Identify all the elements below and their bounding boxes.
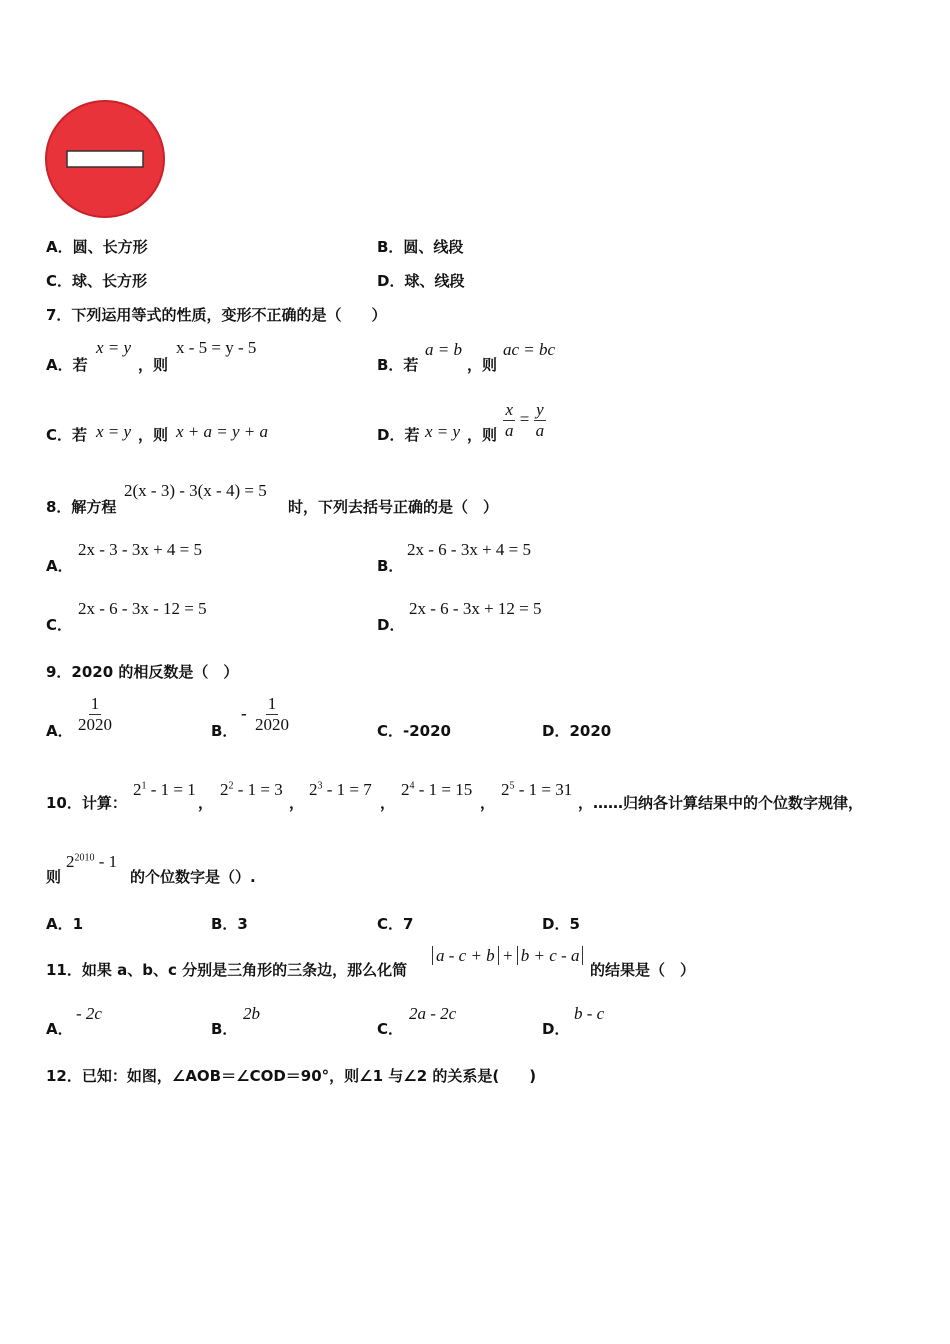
q11-stem — [46, 946, 746, 980]
q7-b-label: B．若 — [377, 356, 419, 374]
q10-comma-3: ， — [380, 794, 396, 812]
q11-abs-expr — [432, 946, 583, 966]
q7-option-d — [377, 400, 577, 446]
q10-line2-pre: 则 — [46, 868, 62, 886]
q7-b-sep: ，则 — [467, 356, 498, 374]
q7-c-sep: ，则 — [138, 426, 169, 444]
q10-line2-rest: - 1 — [94, 852, 118, 871]
q7-d-math1: x = y — [425, 422, 461, 441]
q10-e2-exp: 2 — [228, 780, 234, 792]
q9-b-num: 1 — [267, 694, 277, 713]
q10-line2-expr — [66, 852, 117, 872]
q7-d-eq: = — [519, 409, 530, 429]
q10-e3-base: 2 — [309, 780, 318, 799]
q10-e4-rest: - 1 = 15 — [414, 780, 473, 799]
q7-d-f1-den: a — [505, 421, 514, 440]
q10-expr-4 — [401, 780, 472, 800]
q10-stem-post: ，……归纳各计算结果中的个位数字规律， — [578, 794, 864, 812]
q10-option-a: A．1 — [46, 915, 84, 933]
q10-line2-post: 的个位数字是（）. — [130, 868, 256, 886]
q7-c-label: C．若 — [46, 426, 88, 444]
q9-b-sign: - — [241, 704, 247, 723]
q10-stem-pre: 10．计算： — [46, 794, 127, 812]
q10-expr-5 — [501, 780, 572, 800]
q11-b-label: B． — [211, 1020, 238, 1038]
q7-d-sep: ，则 — [467, 426, 498, 444]
q9-a-den: 2020 — [78, 715, 112, 734]
q7-a-label: A．若 — [46, 356, 88, 374]
q7-d-fractions — [503, 400, 546, 441]
q8-a-math: 2x - 3 - 3x + 4 = 5 — [78, 540, 202, 559]
q10-e3-rest: - 1 = 7 — [322, 780, 372, 799]
q11-stem-pre: 11．如果 a、b、c 分别是三角形的三条边，那么化简 — [46, 961, 408, 979]
q9-option-d: D．2020 — [542, 722, 612, 740]
q7-d-f1-num: x — [505, 400, 514, 419]
q11-abs1: a - c + b — [432, 946, 499, 965]
q8-d-label: D． — [377, 616, 405, 634]
q10-line2-base: 2 — [66, 852, 75, 871]
q7-c-math2: x + a = y + a — [176, 422, 269, 441]
q6-option-a: A．圆、长方形 — [46, 238, 148, 256]
q7-d-f2-num: y — [536, 400, 544, 419]
q10-option-b: B．3 — [211, 915, 248, 933]
q9-a-label: A． — [46, 722, 73, 740]
q10-option-c: C．7 — [377, 915, 414, 933]
q8-stem-math: 2(x - 3) - 3(x - 4) = 5 — [124, 481, 267, 500]
no-entry-sign-icon — [44, 99, 166, 219]
q8-stem-pre: 8．解方程 — [46, 498, 117, 516]
q11-c-label: C． — [377, 1020, 404, 1038]
q7-a-sep: ，则 — [138, 356, 169, 374]
q10-e5-exp: 5 — [509, 780, 515, 792]
q10-option-d: D．5 — [542, 915, 580, 933]
q8-stem-post: 时，下列去括号正确的是（ ） — [288, 498, 499, 516]
q12-stem: 12．已知：如图，∠AOB＝∠COD＝90°，则∠1 与∠2 的关系是( ) — [46, 1067, 537, 1085]
q9-b-fraction — [253, 694, 291, 735]
q11-a-label: A． — [46, 1020, 73, 1038]
q7-b-math2: ac = bc — [503, 340, 556, 359]
q7-stem: 7．下列运用等式的性质，变形不正确的是（ ） — [46, 306, 387, 324]
q9-a-num: 1 — [90, 694, 100, 713]
q8-a-label: A． — [46, 557, 73, 575]
q11-c-math: 2a - 2c — [409, 1004, 457, 1023]
q8-b-label: B． — [377, 557, 404, 575]
q8-d-math: 2x - 6 - 3x + 12 = 5 — [409, 599, 542, 618]
q11-b-math: 2b — [243, 1004, 260, 1023]
q11-d-label: D． — [542, 1020, 570, 1038]
q9-a-fraction — [76, 694, 114, 735]
q7-b-math1: a = b — [425, 340, 462, 359]
q10-e1-base: 2 — [133, 780, 142, 799]
q8-c-math: 2x - 6 - 3x - 12 = 5 — [78, 599, 207, 618]
q10-e5-rest: - 1 = 31 — [514, 780, 573, 799]
q9-b-den: 2020 — [255, 715, 289, 734]
q10-e1-exp: 1 — [141, 780, 147, 792]
q9-option-c: C．-2020 — [377, 722, 451, 740]
q9-b-label: B． — [211, 722, 238, 740]
q11-a-math: - 2c — [76, 1004, 102, 1023]
q10-e5-base: 2 — [501, 780, 510, 799]
q10-comma-4: ， — [480, 794, 496, 812]
q10-e4-base: 2 — [401, 780, 410, 799]
q10-e4-exp: 4 — [409, 780, 415, 792]
q6-option-c: C．球、长方形 — [46, 272, 148, 290]
q9-stem: 9．2020 的相反数是（ ） — [46, 663, 239, 681]
q7-a-math2: x - 5 = y - 5 — [176, 338, 257, 357]
q10-e2-rest: - 1 = 3 — [233, 780, 283, 799]
q10-comma-2: ， — [289, 794, 305, 812]
q7-a-math1: x = y — [96, 338, 132, 357]
q10-e1-rest: - 1 = 1 — [146, 780, 196, 799]
q11-stem-post: 的结果是（ ） — [590, 961, 696, 979]
q8-b-math: 2x - 6 - 3x + 4 = 5 — [407, 540, 531, 559]
q10-expr-1 — [133, 780, 196, 800]
q10-line2-exp: 2010 — [74, 852, 95, 864]
q10-e3-exp: 3 — [317, 780, 323, 792]
q11-abs2: b + c - a — [517, 946, 584, 965]
q11-plus: + — [502, 946, 513, 965]
q11-d-math: b - c — [574, 1004, 605, 1023]
q7-d-f2-den: a — [535, 421, 545, 440]
q8-c-label: C． — [46, 616, 73, 634]
q6-option-b: B．圆、线段 — [377, 238, 464, 256]
q10-e2-base: 2 — [220, 780, 229, 799]
q10-stem — [46, 780, 906, 814]
q7-c-math1: x = y — [96, 422, 132, 441]
q7-d-label: D．若 — [377, 426, 420, 444]
q10-expr-3 — [309, 780, 372, 800]
q6-option-d: D．球、线段 — [377, 272, 465, 290]
q10-comma-1: ， — [198, 794, 214, 812]
q10-expr-2 — [220, 780, 283, 800]
